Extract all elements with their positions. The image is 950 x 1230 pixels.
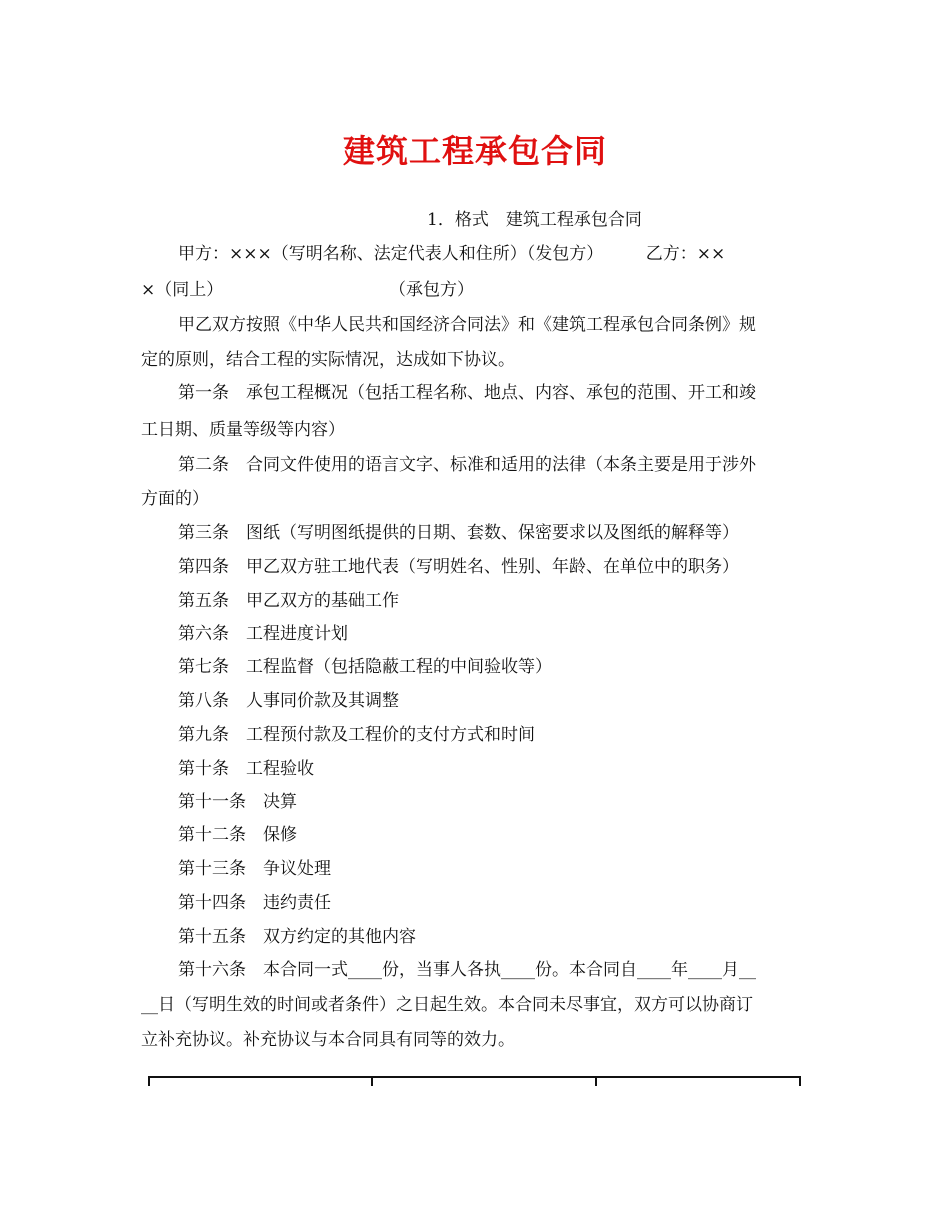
article-7: 第七条 工程监督（包括隐蔽工程的中间验收等） — [178, 657, 552, 677]
article-16-line-2: __日（写明生效的时间或者条件）之日起生效。本合同未尽事宜，双方可以协商订 — [141, 995, 753, 1015]
article-5: 第五条 甲乙双方的基础工作 — [178, 591, 399, 611]
party-line-2b: （承包方） — [389, 280, 474, 300]
article-16-line-3: 立补充协议。补充协议与本合同具有同等的效力。 — [141, 1030, 515, 1050]
article-16-line-1: 第十六条 本合同一式____份，当事人各执____份。本合同自____年____月__ — [178, 960, 756, 980]
signature-table-top-border — [148, 1076, 801, 1086]
section-heading: 1．格式 建筑工程承包合同 — [427, 210, 642, 230]
article-3: 第三条 图纸（写明图纸提供的日期、套数、保密要求以及图纸的解释等） — [178, 523, 739, 543]
intro-line-2: 定的原则，结合工程的实际情况，达成如下协议。 — [141, 350, 515, 370]
article-1-line-1: 第一条 承包工程概况（包括工程名称、地点、内容、承包的范围、开工和竣 — [178, 383, 756, 403]
article-2-line-1: 第二条 合同文件使用的语言文字、标准和适用的法律（本条主要是用于涉外 — [178, 455, 756, 475]
article-2-line-2: 方面的） — [141, 489, 209, 509]
article-14: 第十四条 违约责任 — [178, 893, 331, 913]
article-9: 第九条 工程预付款及工程价的支付方式和时间 — [178, 725, 535, 745]
intro-line-1: 甲乙双方按照《中华人民共和国经济合同法》和《建筑工程承包合同条例》规 — [178, 315, 756, 335]
article-4: 第四条 甲乙双方驻工地代表（写明姓名、性别、年龄、在单位中的职务） — [178, 557, 739, 577]
article-10: 第十条 工程验收 — [178, 759, 314, 779]
article-12: 第十二条 保修 — [178, 825, 297, 845]
document-title: 建筑工程承包合同 — [342, 132, 607, 170]
article-6: 第六条 工程进度计划 — [178, 624, 348, 644]
article-11: 第十一条 决算 — [178, 792, 297, 812]
article-8: 第八条 人事同价款及其调整 — [178, 691, 399, 711]
party-line-2a: ×（同上） — [141, 280, 224, 300]
article-1-line-2: 工日期、质量等级等内容） — [141, 420, 345, 440]
article-13: 第十三条 争议处理 — [178, 859, 331, 879]
party-line-1: 甲方：×××（写明名称、法定代表人和住所）（发包方） 乙方：×× — [178, 244, 726, 264]
article-15: 第十五条 双方约定的其他内容 — [178, 927, 416, 947]
